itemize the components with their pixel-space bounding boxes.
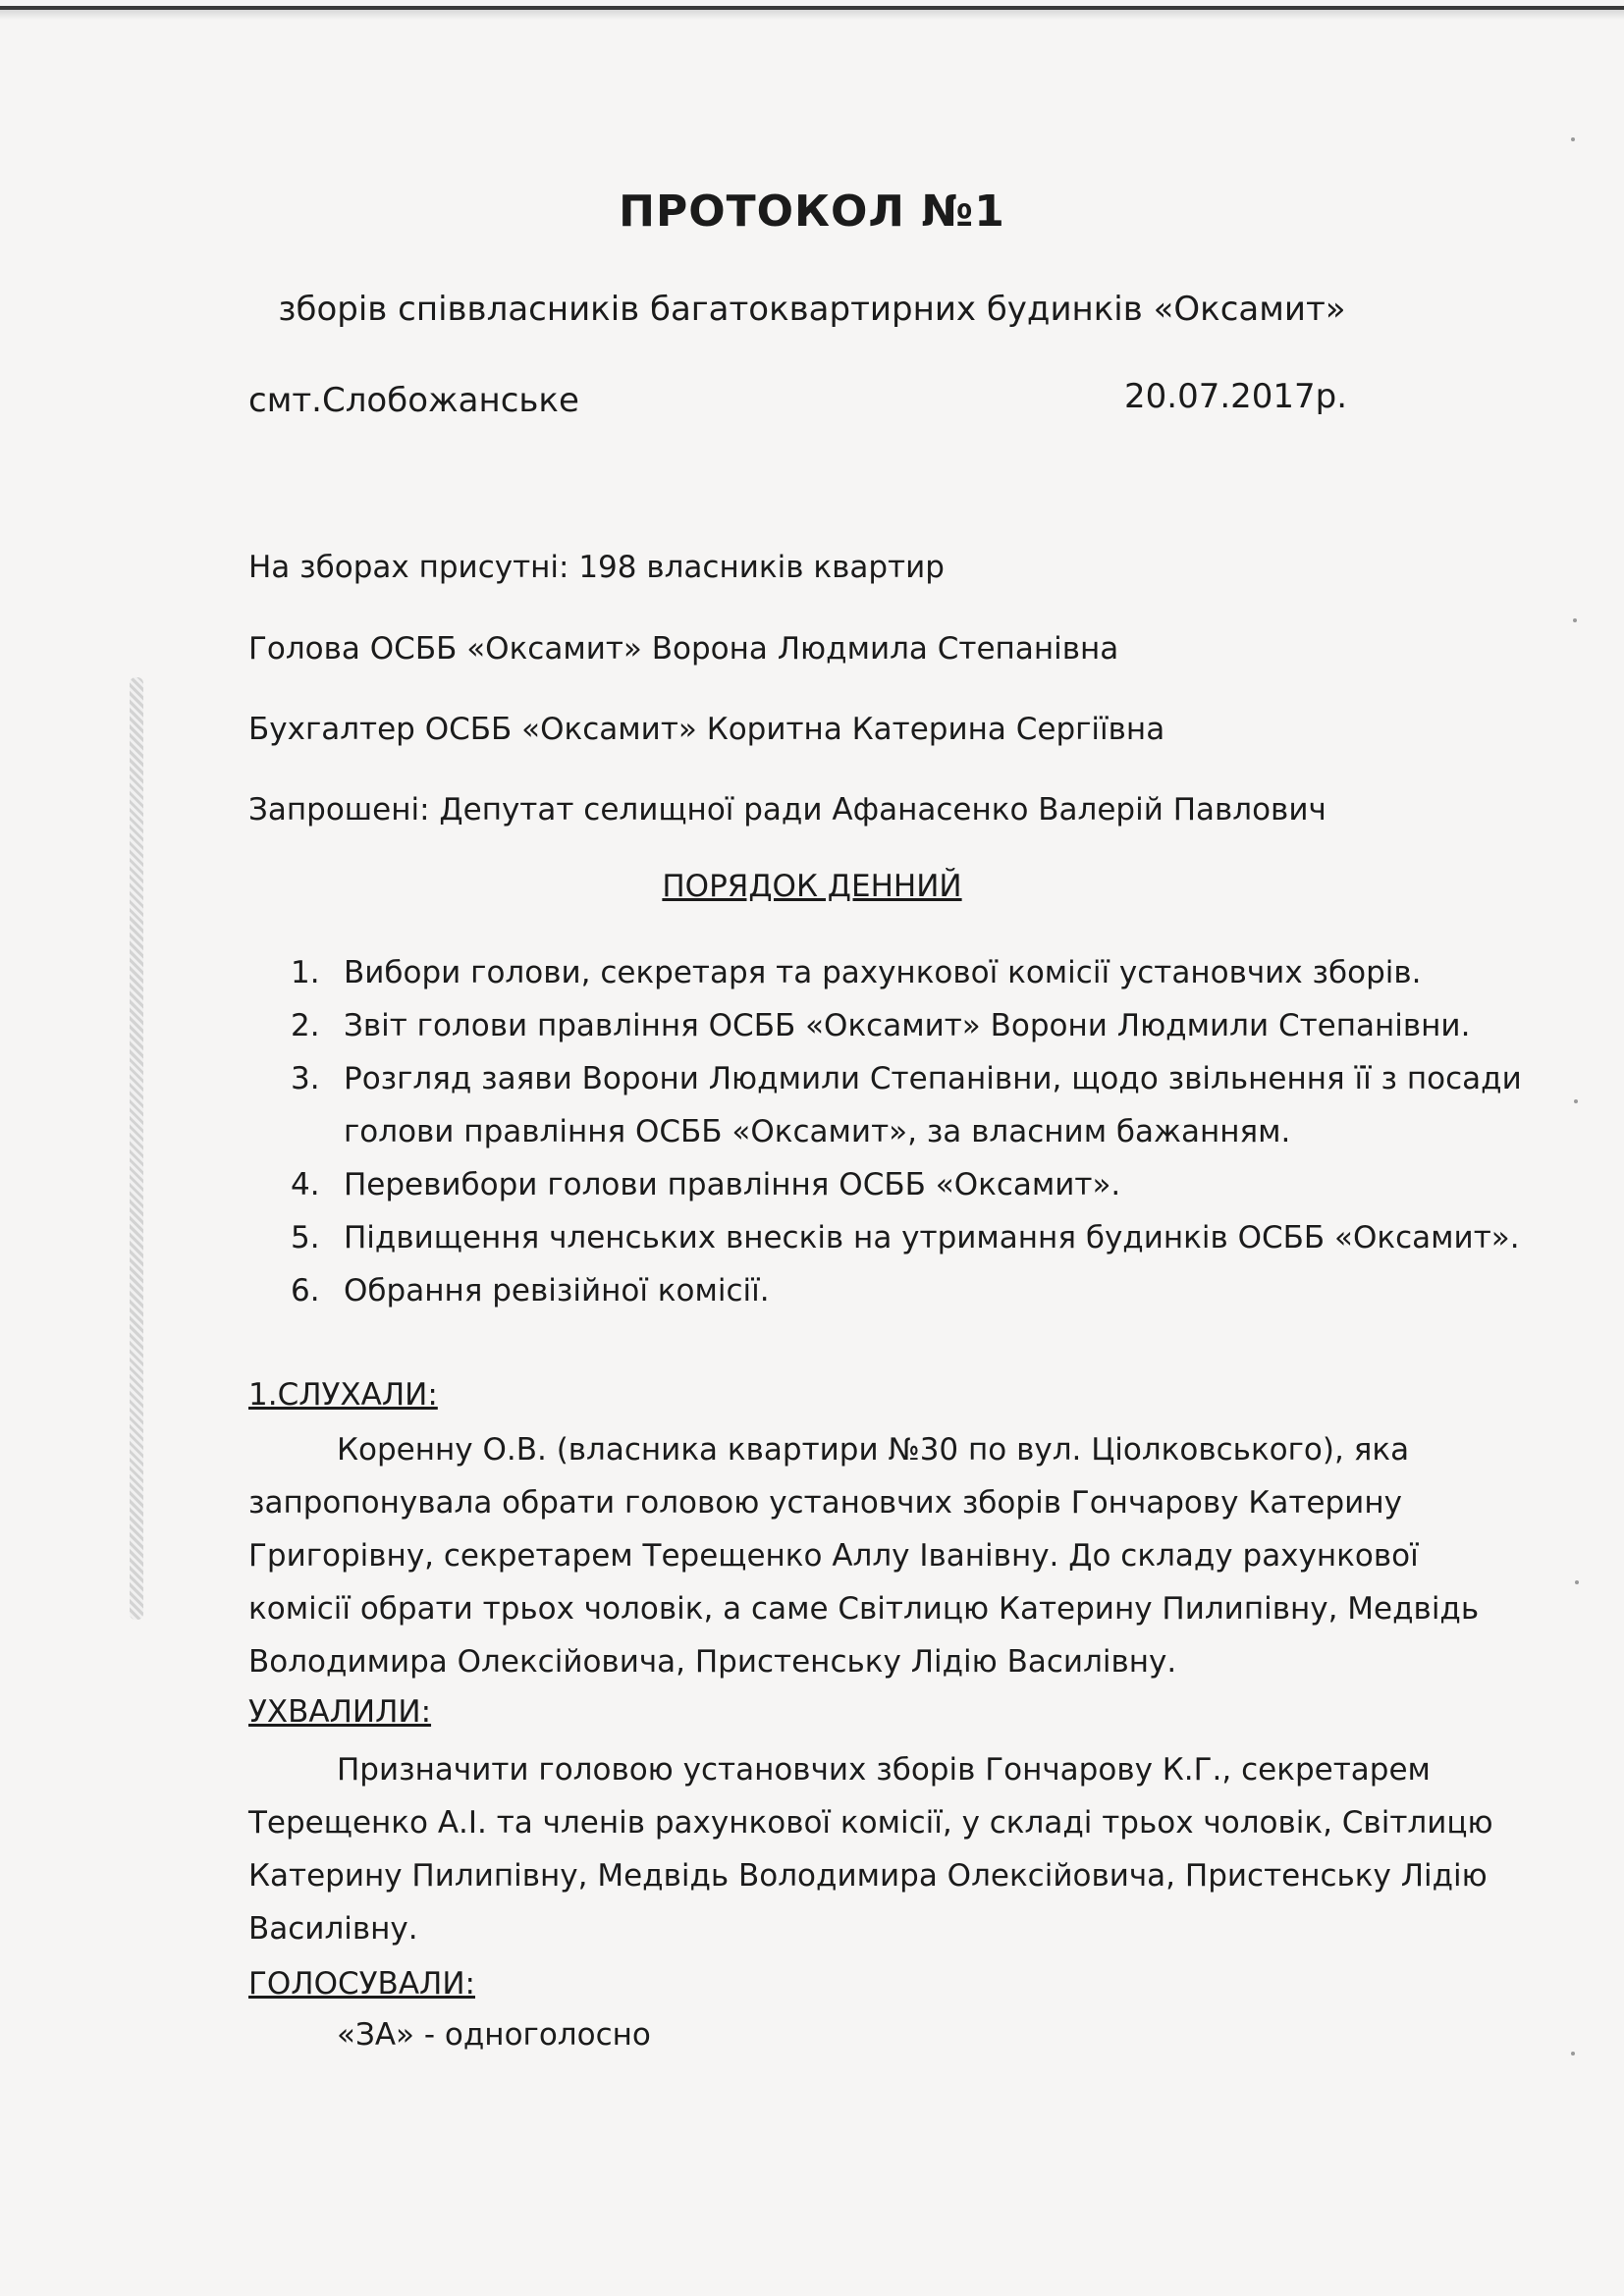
agenda-item-number: 6. <box>291 1273 320 1308</box>
agenda-item-text: Перевибори голови правління ОСББ «Оксамит». <box>344 1167 1121 1202</box>
scan-speck <box>1574 1099 1578 1103</box>
agenda-item-text: Звіт голови правління ОСББ «Оксамит» Ворони Людмили Степанівни. <box>344 1008 1471 1043</box>
document-date: 20.07.2017р. <box>1124 377 1348 416</box>
page-top-edge <box>0 6 1624 20</box>
agenda-item <box>291 999 1567 1052</box>
agenda-item-number: 2. <box>291 1008 320 1043</box>
binding-thread <box>130 677 143 1620</box>
agenda-item-text: Розгляд заяви Ворони Людмили Степанівни, щодо звільнення її з посади голови правління ОСББ «Оксамит», за власним бажанням. <box>344 1061 1522 1149</box>
resolved-heading: УХВАЛИЛИ: <box>248 1694 432 1730</box>
scan-speck <box>1573 618 1577 622</box>
attendee-accountant: Бухгалтер ОСББ «Оксамит» Коритна Катерина Сергіївна <box>248 712 1165 747</box>
document-place: смт.Слобожанське <box>248 381 579 420</box>
document-subtitle: зборів співвласників багатоквартирних будинків «Оксамит» <box>278 290 1346 329</box>
document-title: ПРОТОКОЛ №1 <box>619 187 1005 237</box>
scan-speck <box>1571 137 1575 141</box>
agenda-item <box>291 1052 1567 1158</box>
attendees-present: На зборах присутні: 198 власників квартир <box>248 550 945 585</box>
agenda-item <box>291 1211 1567 1264</box>
attendee-invited: Запрошені: Депутат селищної ради Афанасенко Валерій Павлович <box>248 792 1326 828</box>
scan-speck <box>1571 2052 1575 2056</box>
agenda-item <box>291 1158 1567 1211</box>
agenda-item-text: Підвищення членських внесків на утримання будинків ОСББ «Оксамит». <box>344 1220 1520 1255</box>
agenda-item-number: 5. <box>291 1220 320 1255</box>
heard-heading: 1.СЛУХАЛИ: <box>248 1377 438 1413</box>
resolved-paragraph: Призначити головою установчих зборів Гончарову К.Г., секретарем Терещенко А.І. та членів рахункової комісії, у складі трьох чоловік, Світлицю Катерину Пилипівну, Медвідь Володимира Олексійовича, Пристенську Лідію Василівну. <box>248 1752 1493 1947</box>
attendee-chair: Голова ОСББ «Оксамит» Ворона Людмила Степанівна <box>248 631 1119 667</box>
agenda-item-text: Вибори голови, секретаря та рахункової комісії установчих зборів. <box>344 955 1422 990</box>
vote-result: «ЗА» - одноголосно <box>337 2017 651 2053</box>
agenda-item-number: 1. <box>291 955 320 990</box>
agenda-item <box>291 946 1567 999</box>
agenda-item-text: Обрання ревізійної комісії. <box>344 1273 770 1308</box>
agenda-heading: ПОРЯДОК ДЕННИЙ <box>662 869 962 904</box>
voted-heading: ГОЛОСУВАЛИ: <box>248 1966 475 2002</box>
heard-paragraph: Коренну О.В. (власника квартири №30 по вул. Ціолковського), яка запропонувала обрати головою установчих зборів Гончарову Катерину Григорівну, секретарем Терещенко Аллу Іванівну. До складу рахункової комісії обрати трьох чоловік, а саме Світлицю Катерину Пилипівну, Медвідь Володимира Олексійовича, Пристенську Лідію Василівну. <box>248 1432 1480 1680</box>
agenda-item-number: 3. <box>291 1061 320 1096</box>
agenda-list <box>291 946 1567 1317</box>
agenda-item <box>291 1264 1567 1317</box>
scan-speck <box>1575 1580 1579 1584</box>
agenda-item-number: 4. <box>291 1167 320 1202</box>
